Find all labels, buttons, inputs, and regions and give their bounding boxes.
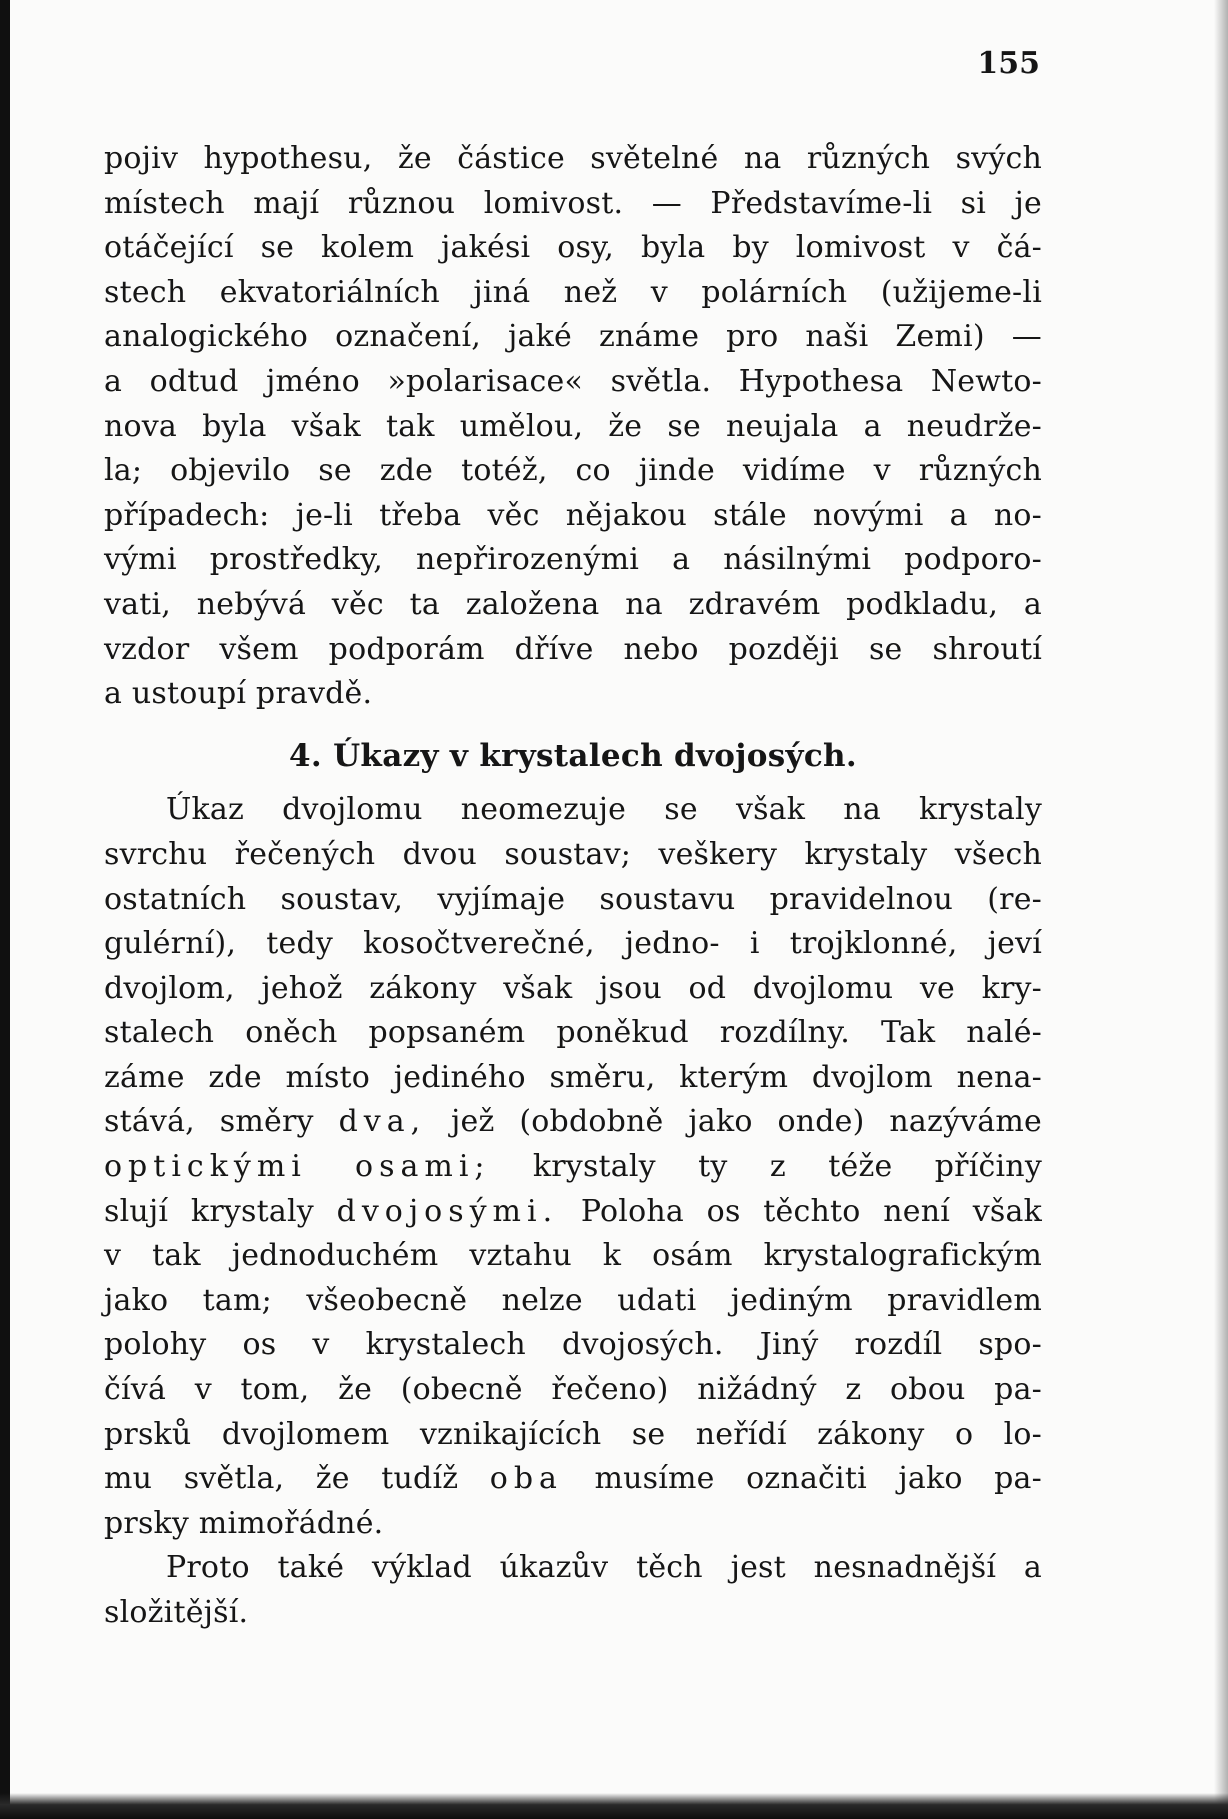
text-segment: jež (obdobně jako onde) nazýváme bbox=[451, 1104, 1042, 1140]
page-number: 155 bbox=[977, 46, 1040, 81]
text-line: a odtud jméno »polarisace« světla. Hypothesa Newto- bbox=[104, 363, 1042, 399]
text-line: jako tam; všeobecně nelze udati jediným pravidlem bbox=[104, 1282, 1042, 1318]
text-line: vati, nebývá věc ta založena na zdravém podkladu, a bbox=[104, 586, 1042, 622]
paragraph-2 bbox=[104, 788, 1042, 1546]
text-line bbox=[104, 1190, 1042, 1235]
text-line bbox=[104, 1457, 1042, 1502]
text-line: stalech oněch popsaném poněkud rozdílny. Tak nalé- bbox=[104, 1015, 1042, 1051]
text-segment: mu světla, že tudíž bbox=[104, 1461, 459, 1497]
emphasized-term: oba bbox=[489, 1461, 563, 1497]
text-line: místech mají různou lomivost. — Představíme-li si je bbox=[104, 185, 1042, 221]
text-line: v tak jednoduchém vztahu k osám krystalografickým bbox=[104, 1238, 1042, 1274]
text-line: složitější. bbox=[104, 1595, 249, 1630]
text-line bbox=[104, 1145, 1042, 1190]
text-line: la; objevilo se zde totéž, co jinde vidíme v různých bbox=[104, 453, 1042, 489]
text-segment: slují krystaly bbox=[104, 1193, 314, 1229]
text-line: svrchu řečených dvou soustav; veškery krystaly všech bbox=[104, 836, 1042, 872]
text-line: pojiv hypothesu, že částice světelné na různých svých bbox=[104, 141, 1042, 176]
text-line: prsků dvojlomem vznikajících se neřídí zákony o lo- bbox=[104, 1416, 1042, 1452]
text-segment: krystaly ty z téže příčiny bbox=[532, 1149, 1042, 1185]
section-heading: 4. Úkazy v krystalech dvojosých. bbox=[289, 737, 857, 774]
text-line: Proto také výklad úkazův těch jest nesnadnější a bbox=[166, 1550, 1042, 1586]
text-segment: musíme označiti jako pa- bbox=[594, 1461, 1042, 1497]
text-line: prsky mimořádné. bbox=[104, 1505, 384, 1541]
text-line: čívá v tom, že (obecně řečeno) nižádný z obou pa- bbox=[104, 1372, 1042, 1408]
text-segment: Poloha os těchto není však bbox=[580, 1193, 1042, 1229]
text-line: případech: je-li třeba věc nějakou stále novými a no- bbox=[104, 497, 1042, 533]
paragraph-3 bbox=[104, 1546, 1042, 1635]
scan-left-edge bbox=[0, 0, 10, 1819]
text-line: vými prostředky, nepřirozenými a násilnými podporo- bbox=[104, 542, 1042, 578]
text-line: polohy os v krystalech dvojosých. Jiný rozdíl spo- bbox=[104, 1327, 1042, 1363]
text-line: gulérní), tedy kosočtverečné, jedno- i trojklonné, jeví bbox=[104, 926, 1042, 962]
text-line: otáčející se kolem jakési osy, byla by lomivost v čá- bbox=[104, 230, 1042, 266]
text-segment: stává, směry bbox=[104, 1104, 314, 1140]
text-line bbox=[104, 1100, 1042, 1145]
text-line: Úkaz dvojlomu neomezuje se však na krystaly bbox=[166, 792, 1042, 828]
body-text bbox=[104, 137, 1042, 1636]
scan-bottom-edge bbox=[0, 1793, 1228, 1819]
emphasized-term: dva, bbox=[338, 1104, 427, 1140]
paragraph-1 bbox=[104, 137, 1042, 717]
text-line: záme zde místo jediného směru, kterým dvojlom nena- bbox=[104, 1059, 1042, 1095]
scan-right-edge bbox=[1214, 0, 1228, 1819]
emphasized-term: optickými osami; bbox=[104, 1149, 491, 1185]
text-line: a ustoupí pravdě. bbox=[104, 676, 373, 712]
text-line: analogického označení, jaké známe pro naši Zemi) — bbox=[104, 319, 1042, 355]
text-line: nova byla však tak umělou, že se neujala a neudrže- bbox=[104, 408, 1042, 444]
text-line: vzdor všem podporám dříve nebo později se shroutí bbox=[104, 631, 1042, 667]
emphasized-term: dvojosými. bbox=[336, 1193, 559, 1229]
text-line: stech ekvatoriálních jiná než v polárních (užijeme-li bbox=[104, 274, 1042, 310]
text-line: dvojlom, jehož zákony však jsou od dvojlomu ve kry- bbox=[104, 970, 1042, 1006]
text-line: ostatních soustav, vyjímaje soustavu pravidelnou (re- bbox=[104, 881, 1042, 917]
